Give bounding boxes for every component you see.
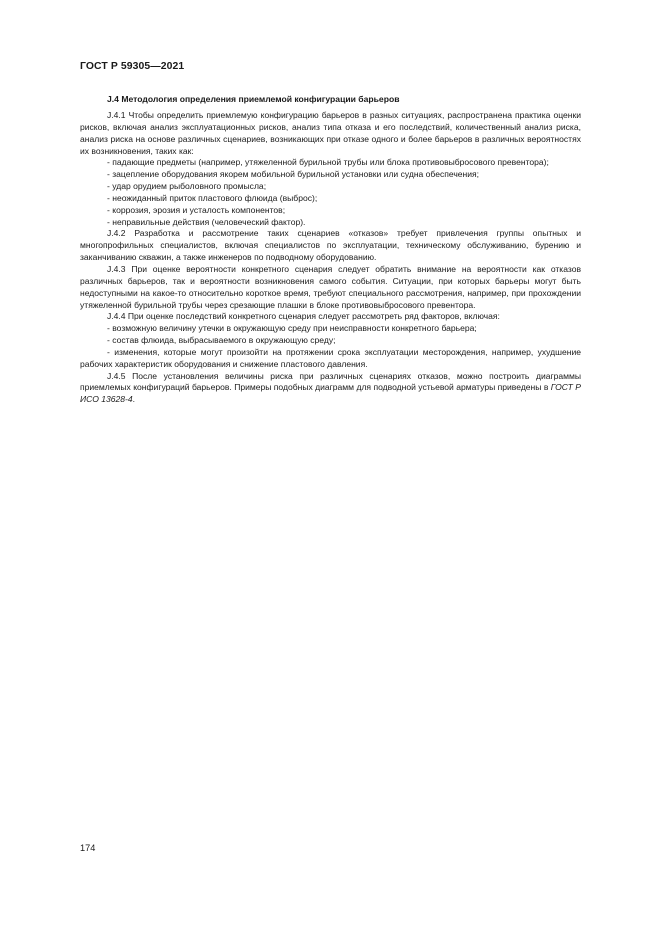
paragraph-j41: J.4.1 Чтобы определить приемлемую конфигурацию барьеров в разных ситуациях, распространена практика оценки рисков, включая анализ эксплуатационных рисков, анализ типа отказа и его последствий, количественный анализ риска, анализ риска на основе различных сценариев, возникающих при отказе одного и более барьеров в различных вероятностях их возникновения, таких как: <box>80 110 581 156</box>
paragraph-j45-end: . <box>132 394 135 405</box>
paragraph-j45-text: J.4.5 После установления величины риска при различных сценариях отказов, можно построить диаграммы приемлемых конфигураций барьеров. Примеры подобных диаграмм для подводной устьевой арматуры приведены в <box>80 370 581 393</box>
list-item: - коррозия, эрозия и усталость компонентов; <box>80 205 581 217</box>
list-item: - падающие предметы (например, утяжеленной бурильной трубы или блока противовыбросового превентора); <box>80 157 581 169</box>
consequence-factors-list <box>80 323 581 370</box>
standard-reference: ГОСТ Р ИСО 13628-4 <box>80 382 581 405</box>
list-item: - состав флюида, выбрасываемого в окружающую среду; <box>80 335 581 347</box>
list-item: - изменения, которые могут произойти на протяжении срока эксплуатации месторождения, например, ухудшение рабочих характеристик оборудования и снижение пластового давления. <box>80 347 581 371</box>
section-title: J.4 Методология определения приемлемой конфигурации барьеров <box>107 94 400 104</box>
document-id: ГОСТ Р 59305—2021 <box>80 61 185 72</box>
list-item: - удар орудием рыболовного промысла; <box>80 181 581 193</box>
list-item: - неправильные действия (человеческий фактор). <box>80 217 581 229</box>
page-number: 174 <box>80 843 96 853</box>
paragraph-j43: J.4.3 При оценке вероятности конкретного сценария следует обратить внимание на вероятности как отказов различных барьеров, так и вероятности возникновения самого события. Ситуации, при которых барьеры могут быть недоступными на какое-то относительно короткое время, требуют специального рассмотрения, например, при прохождении утяжеленной бурильной трубы через срезающие плашки в блоке противовыбросового превентора. <box>80 263 581 310</box>
page-content <box>80 94 581 406</box>
paragraph-j44: J.4.4 При оценке последствий конкретного сценария следует рассмотреть ряд факторов, включая: <box>107 311 500 322</box>
failure-scenarios-list <box>80 157 581 228</box>
list-item: - зацепление оборудования якорем мобильной бурильной установки или судна обеспечения; <box>80 169 581 181</box>
list-item: - возможную величину утечки в окружающую среду при неисправности конкретного барьера; <box>80 323 581 335</box>
paragraph-j42: J.4.2 Разработка и рассмотрение таких сценариев «отказов» требует привлечения группы опытных и многопрофильных специалистов, включая специалистов по эксплуатации, техническому обслуживанию, бурению и заканчиванию скважин, а также инженеров по подводному оборудованию. <box>80 228 581 263</box>
paragraph-j45 <box>80 371 581 407</box>
list-item: - неожиданный приток пластового флюида (выброс); <box>80 193 581 205</box>
